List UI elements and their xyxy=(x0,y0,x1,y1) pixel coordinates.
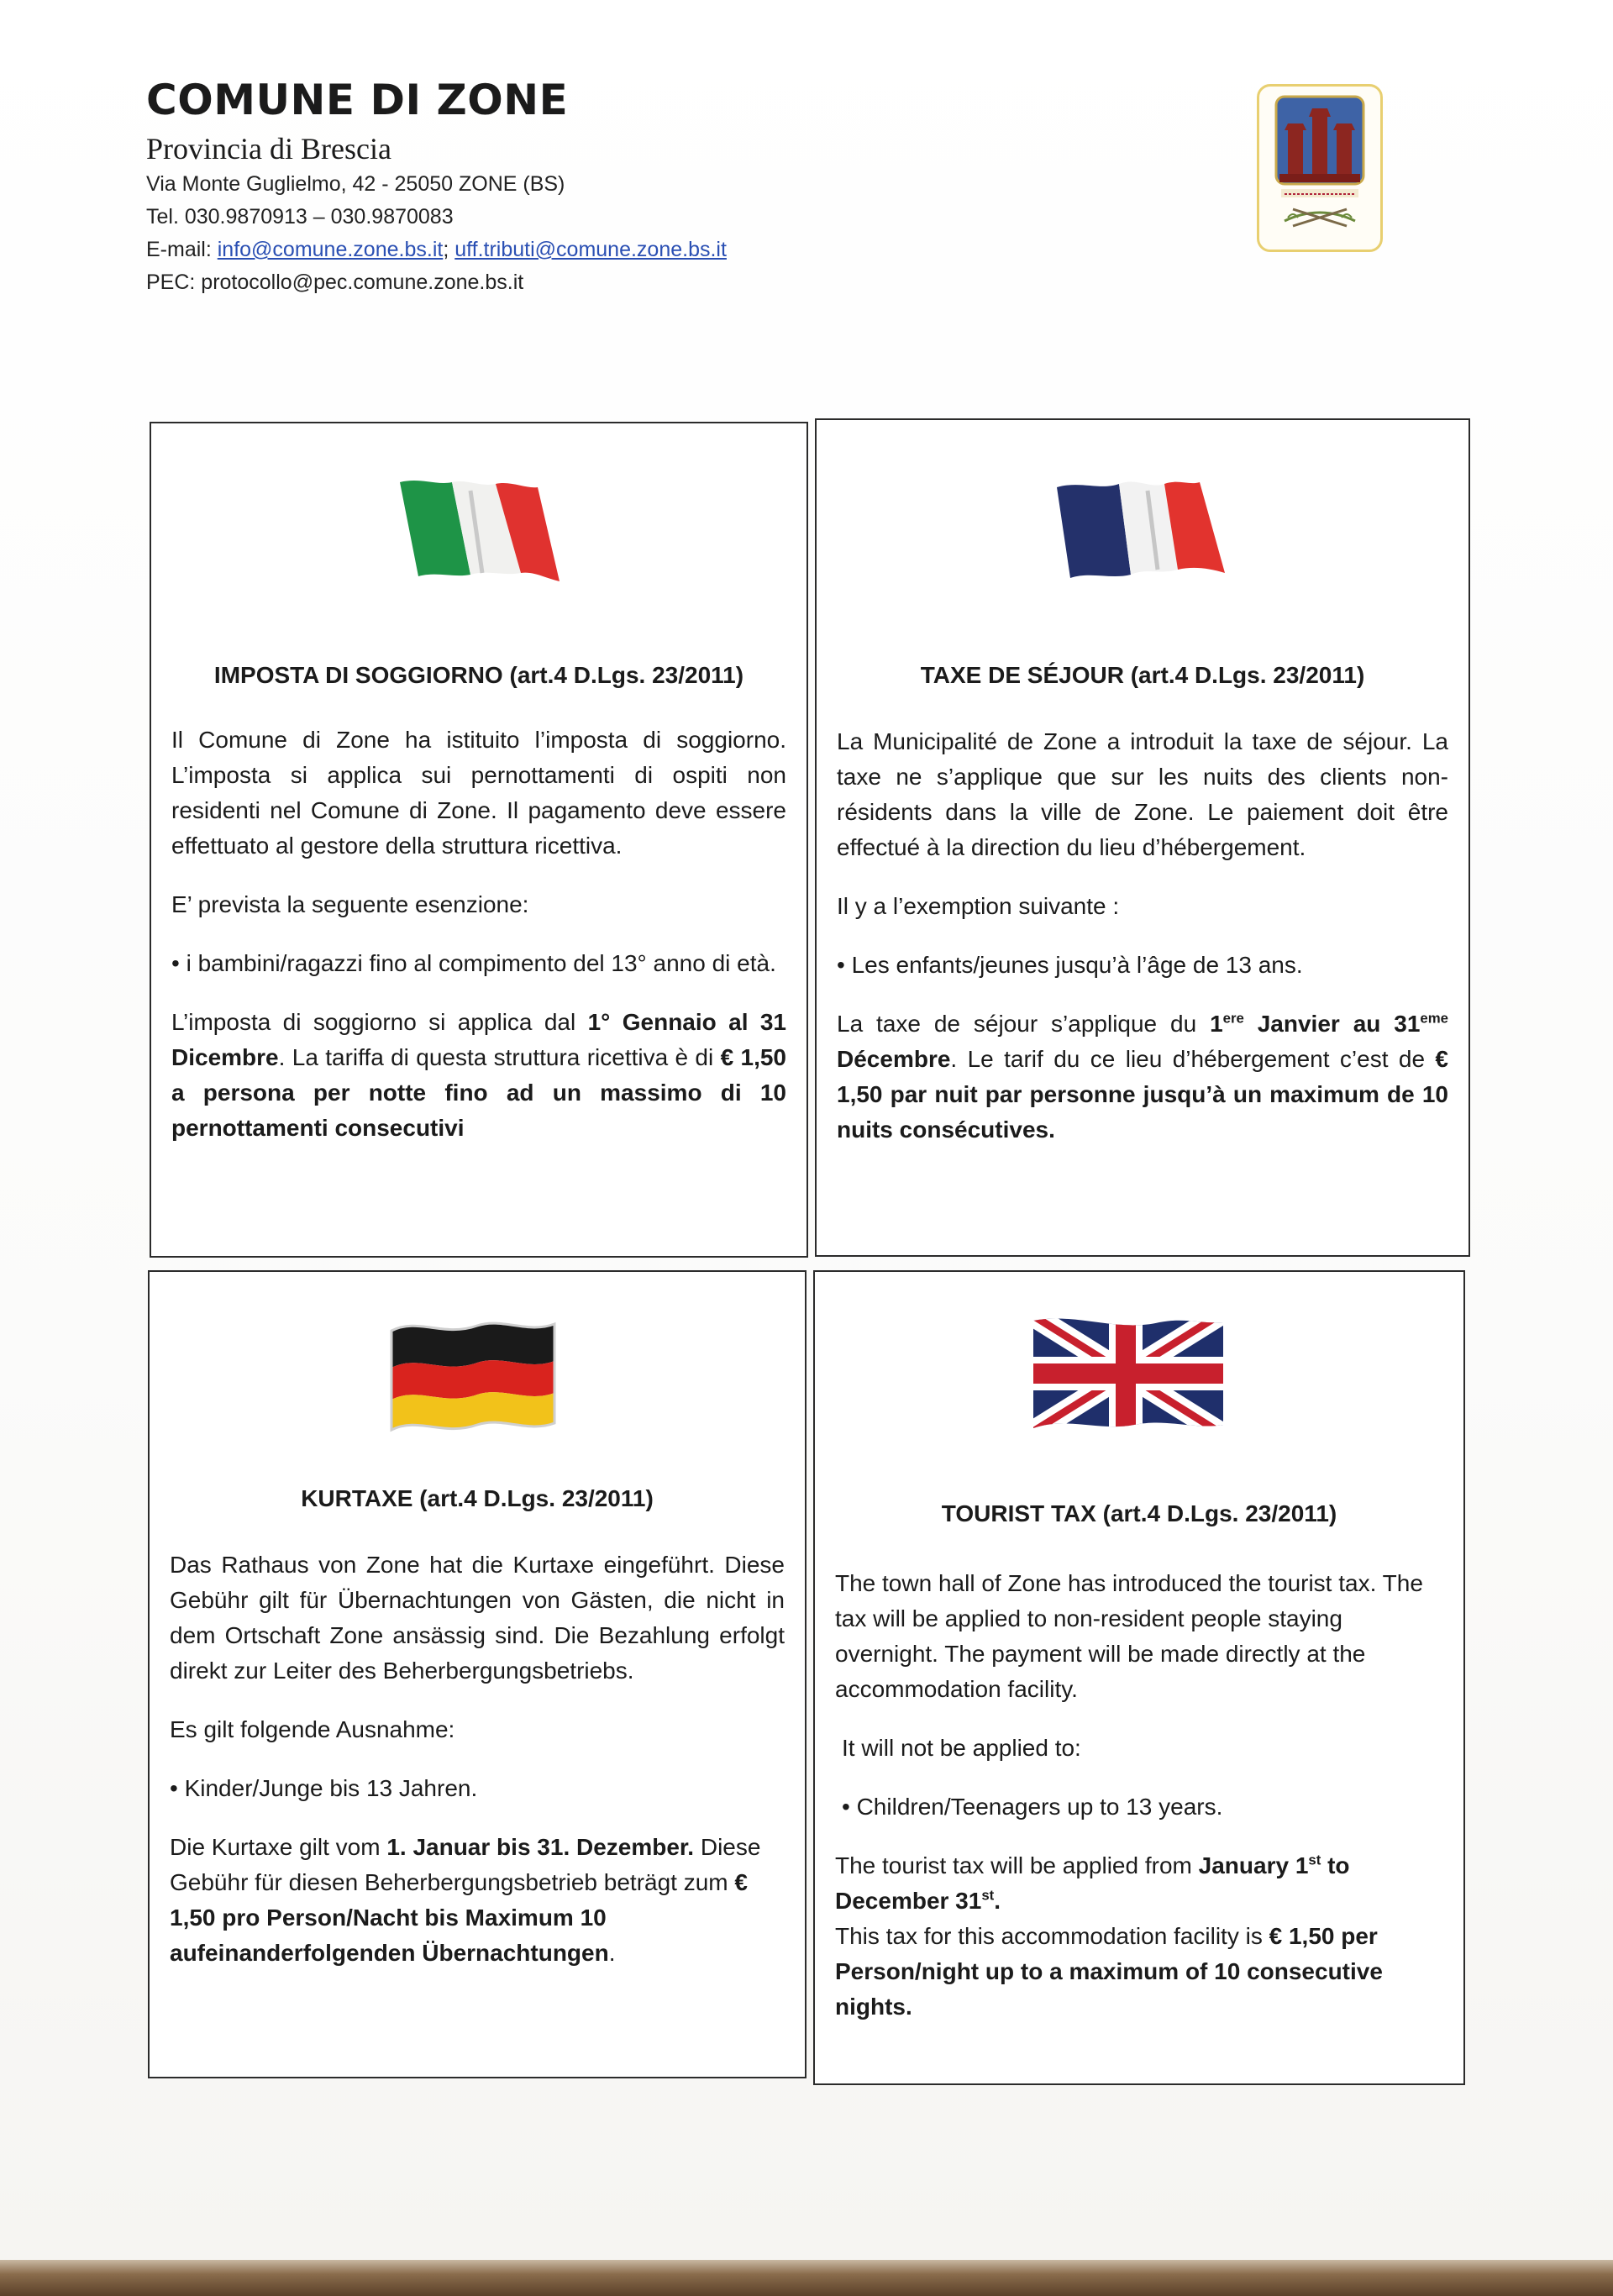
rate-amount: € 1,50 par nuit par personne jusqu’à un maximum de 10 nuits consécutives. xyxy=(837,1046,1448,1143)
date-start: January 1 xyxy=(1198,1852,1309,1878)
period-dates: 1. Januar bis 31. Dezember. xyxy=(386,1834,695,1860)
italy-flag-icon xyxy=(395,474,563,591)
france-flag-icon xyxy=(1052,469,1228,586)
date-start: 1 xyxy=(1210,1011,1223,1037)
section-body xyxy=(837,724,1448,1148)
german-section xyxy=(148,1270,806,2078)
date-end-period: . xyxy=(994,1888,1001,1914)
section-heading: IMPOSTA DI SOGGIORNO (art.4 D.Lgs. 23/2011) xyxy=(213,662,744,688)
english-section xyxy=(813,1270,1465,2085)
ordinal-suffix: ere xyxy=(1222,1010,1244,1027)
email-separator: ; xyxy=(443,238,455,261)
date-end-month: Décembre xyxy=(837,1046,951,1072)
period-paragraph xyxy=(171,1005,786,1146)
section-heading: KURTAXE (art.4 D.Lgs. 23/2011) xyxy=(301,1485,654,1511)
intro-paragraph: Il Comune di Zone ha istituito l’imposta di soggiorno. L’imposta si applica sui pernottamenti di ospiti non residenti nel Comune di Zone. Il pagamento deve essere effettuato al gestore della struttura ricettiva. xyxy=(171,727,786,859)
intro-paragraph: The town hall of Zone has introduced the tourist tax. The tax will be applied to non-resident people staying overnight. The payment will be made directly at the accommodation facility. xyxy=(835,1570,1423,1702)
ordinal-suffix: st xyxy=(981,1887,995,1904)
exemption-item: • i bambini/ragazzi fino al compimento del 13° anno di età. xyxy=(171,950,776,976)
pec-line: PEC: protocollo@pec.comune.zone.bs.it xyxy=(146,271,524,294)
rate-amount: € 1,50 a persona per notte fino ad un massimo di 10 pernottamenti consecutivi xyxy=(171,1044,786,1141)
period-text: La taxe de séjour s’applique du xyxy=(837,1011,1211,1037)
rate-paragraph xyxy=(835,1919,1443,2025)
email-label: E-mail: xyxy=(146,238,218,261)
exemption-item: • Kinder/Junge bis 13 Jahren. xyxy=(170,1775,478,1801)
intro-paragraph: La Municipalité de Zone a introduit la taxe de séjour. La taxe ne s’applique que sur les nuits des clients non-résidents dans la ville de Zone. Le paiement doit être effectué à la direction du lieu d’hébergement. xyxy=(837,728,1448,860)
period-text: The tourist tax will be applied from xyxy=(835,1852,1199,1878)
email-link-info[interactable]: info@comune.zone.bs.it xyxy=(217,238,444,261)
period-dates: 1° Gennaio al 31 Dicembre xyxy=(171,1009,786,1070)
period-paragraph xyxy=(170,1830,785,1971)
period-text: L’imposta di soggiorno si applica dal xyxy=(171,1009,588,1035)
ordinal-suffix: eme xyxy=(1420,1010,1448,1027)
letterhead xyxy=(146,74,1238,299)
date-end: to December 31 xyxy=(835,1852,1350,1914)
exemption-title: Il y a l’exemption suivante : xyxy=(837,893,1120,919)
exemption-title: It will not be applied to: xyxy=(842,1735,1081,1761)
address-line: Via Monte Guglielmo, 42 - 25050 ZONE (BS) xyxy=(146,172,565,196)
period-paragraph xyxy=(837,1006,1448,1148)
section-body xyxy=(170,1547,785,1971)
rate-amount: € 1,50 pro Person/Nacht bis Maximum 10 aufeinanderfolgenden Übernachtungen xyxy=(170,1869,748,1966)
exemption-title: Es gilt folgende Ausnahme: xyxy=(170,1716,455,1742)
province-name: Provincia di Brescia xyxy=(146,132,391,166)
page-title: COMUNE DI ZONE xyxy=(146,76,569,124)
rate-intro: . Le tarif du ce lieu d’hébergement c’est de xyxy=(950,1046,1436,1072)
germany-flag-icon xyxy=(385,1312,561,1438)
email-line xyxy=(146,234,1238,266)
email-link-tributi[interactable]: uff.tributi@comune.zone.bs.it xyxy=(454,238,727,261)
section-heading: TAXE DE SÉJOUR (art.4 D.Lgs. 23/2011) xyxy=(920,662,1365,688)
italian-section xyxy=(150,422,808,1258)
period-text: Die Kurtaxe gilt vom xyxy=(170,1834,387,1860)
period-paragraph xyxy=(835,1848,1443,1919)
rate-intro: Diese Gebühr für diesen Beherbergungsbetrieb beträgt zum xyxy=(170,1834,761,1895)
rate-intro: . La tariffa di questa struttura ricettiva è di xyxy=(278,1044,721,1070)
table-surface xyxy=(0,2260,1613,2296)
coat-of-arms-icon xyxy=(1257,84,1383,252)
intro-paragraph: Das Rathaus von Zone hat die Kurtaxe eingeführt. Diese Gebühr gilt für Übernachtungen von Gästen, die nicht in dem Ortschaft Zone ansässig sind. Die Bezahlung erfolgt direkt zur Leiter des Beherbergungsbetriebs. xyxy=(170,1552,785,1684)
french-section xyxy=(815,418,1470,1257)
rate-amount: € 1,50 per Person/night up to a maximum of 10 consecutive nights. xyxy=(835,1923,1383,2020)
exemption-item: • Children/Teenagers up to 13 years. xyxy=(842,1794,1223,1820)
section-body xyxy=(171,722,786,1146)
section-body xyxy=(835,1566,1443,2025)
rate-end: . xyxy=(608,1940,616,1966)
uk-flag-icon xyxy=(1025,1311,1227,1437)
date-end: Janvier au 31 xyxy=(1243,1011,1421,1037)
phone-line: Tel. 030.9870913 – 030.9870083 xyxy=(146,205,454,229)
ordinal-suffix: st xyxy=(1308,1852,1321,1868)
exemption-title: E’ prevista la seguente esenzione: xyxy=(171,891,529,917)
section-heading: TOURIST TAX (art.4 D.Lgs. 23/2011) xyxy=(941,1500,1337,1526)
exemption-item: • Les enfants/jeunes jusqu’à l’âge de 13 ans. xyxy=(837,952,1303,978)
rate-intro: This tax for this accommodation facility is xyxy=(835,1923,1269,1949)
